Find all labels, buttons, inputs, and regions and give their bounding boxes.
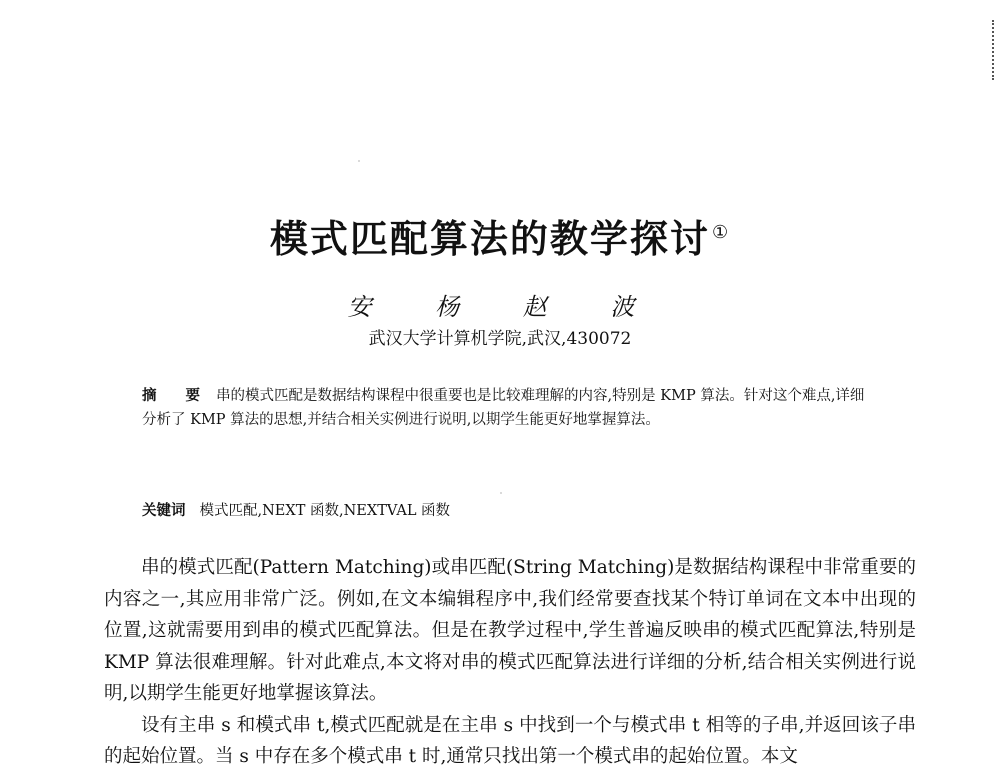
scan-speck	[500, 492, 502, 494]
body-paragraph: 设有主串 s 和模式串 t,模式匹配就是在主串 s 中找到一个与模式串 t 相等的子串,并返回该子串的起始位置。当 s 中存在多个模式串 t 时,通常只找出第一个模式串的起始位置。本文	[104, 714, 916, 767]
body-text	[104, 552, 916, 773]
abstract-text: 串的模式匹配是数据结构课程中很重要也是比较难理解的内容,特别是 KMP 算法。针对这个难点,详细分析了 KMP 算法的思想,并结合相关实例进行说明,以期学生能更好地掌握算法。	[142, 388, 865, 428]
author-names: 安 杨 赵 波	[347, 293, 653, 321]
title-footnote-mark: ①	[711, 222, 731, 244]
author-affiliation: 武汉大学计算机学院,武汉,430072	[368, 329, 632, 349]
body-paragraph: 串的模式匹配(Pattern Matching)或串匹配(String Matching)是数据结构课程中非常重要的内容之一,其应用非常广泛。例如,在文本编辑程序中,我们经常要查找某个特订单词在文本中出现的位置,这就需要用到串的模式匹配算法。但是在教学过程中,学生普遍反映串的模式匹配算法,特别是 KMP 算法很难理解。针对此难点,本文将对串的模式匹配算法进行详细的分析,结合相关实例进行说明,以期学生能更好地掌握该算法。	[104, 557, 916, 704]
keywords-text: 模式匹配,NEXT 函数,NEXTVAL 函数	[199, 503, 451, 519]
paper-title	[0, 208, 1000, 263]
scan-edge-mark	[988, 20, 994, 80]
keywords	[142, 499, 872, 520]
keywords-label: 关键词	[142, 503, 186, 519]
abstract	[142, 384, 872, 432]
title-text: 模式匹配算法的教学探讨	[269, 217, 710, 261]
scan-speck	[358, 160, 360, 162]
abstract-label: 摘 要	[142, 388, 213, 404]
